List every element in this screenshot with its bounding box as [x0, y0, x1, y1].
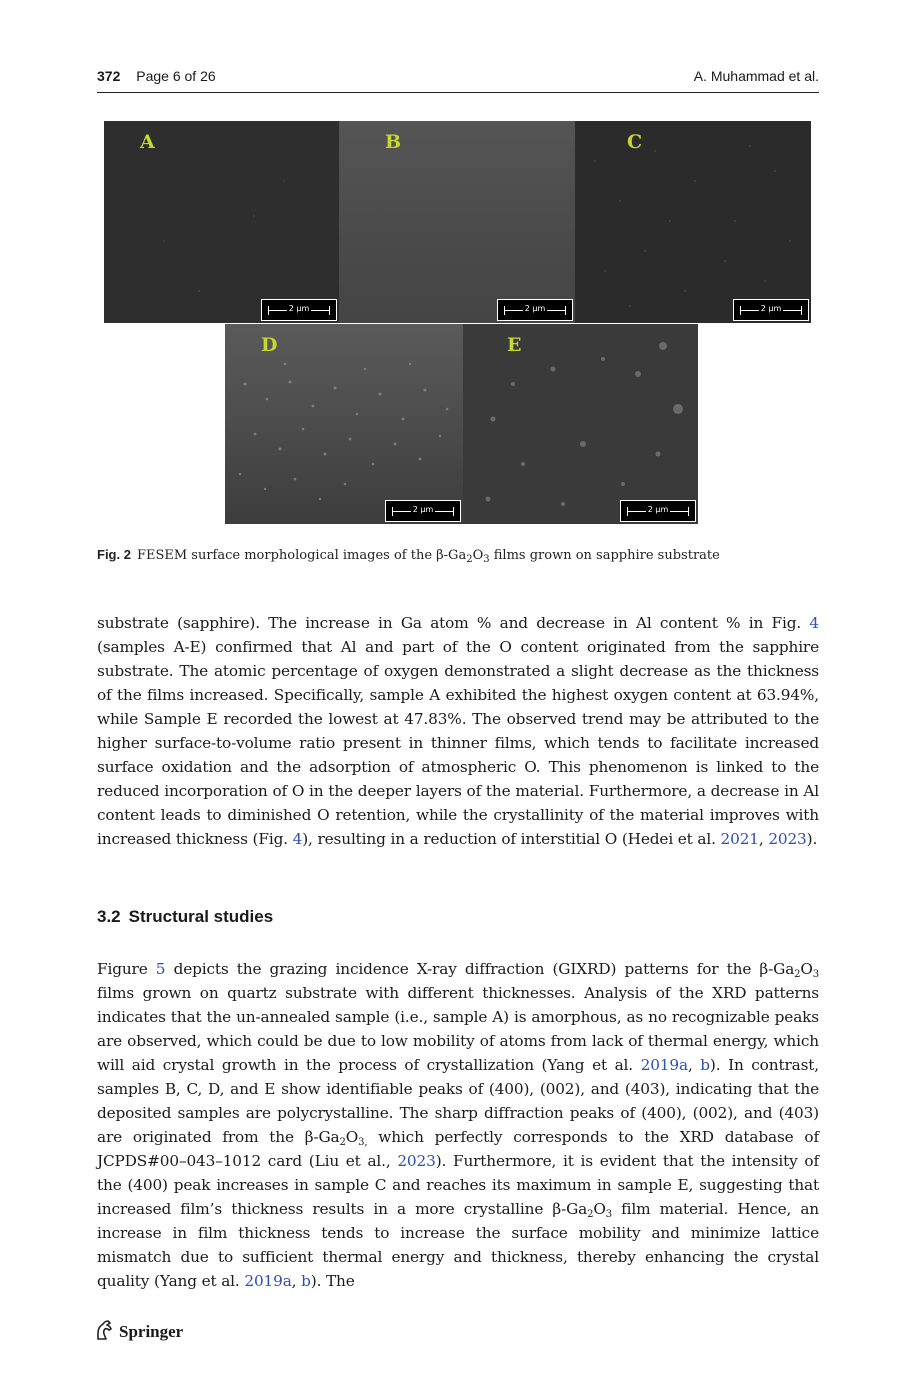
figure-label: Fig. 2: [97, 547, 131, 562]
sem-panel-c: [575, 121, 811, 323]
scale-bar: [385, 500, 461, 522]
body-paragraph-1: [97, 611, 819, 851]
text: ).: [806, 830, 818, 848]
text: depicts the grazing incidence X-ray diffraction (GIXRD) patterns for the β-Ga: [165, 960, 795, 978]
caption-subscript: 3: [483, 554, 490, 565]
subscript: 3,: [358, 1137, 368, 1148]
sem-panel-a: [104, 121, 339, 323]
section-heading: [97, 907, 273, 927]
publisher-name: Springer: [119, 1322, 184, 1341]
caption-text: O: [472, 548, 484, 563]
sem-panel-e: [463, 324, 698, 524]
citation-link[interactable]: 2021: [720, 830, 759, 848]
page-label: Page 6 of 26: [136, 68, 216, 84]
subscript: 3: [605, 1209, 613, 1220]
caption-subscript: 2: [466, 554, 473, 565]
scale-bar: [733, 299, 809, 321]
text: O: [800, 960, 813, 978]
scale-bar-text: 2 μm: [412, 505, 434, 514]
figure-caption: [97, 547, 819, 563]
caption-text: films grown on sapphire substrate: [489, 548, 720, 563]
panel-label: E: [507, 334, 522, 356]
text: ,: [687, 1056, 701, 1074]
text: O: [593, 1200, 606, 1218]
fig-link[interactable]: 5: [155, 960, 166, 978]
panel-c-texture: [575, 121, 811, 323]
scale-bar-text: 2 μm: [760, 304, 782, 313]
panel-e-texture: [463, 324, 698, 524]
text: O: [345, 1128, 359, 1146]
header-left: [97, 68, 216, 84]
panel-label: B: [385, 131, 402, 153]
text: ), resulting in a reduction of interstitial O (Hedei et al.: [302, 830, 721, 848]
text: Figure: [97, 960, 156, 978]
text: film material. Hence, an increase in film thickness tends to increase the surface mobility and minimize lattice mismatch due to sufficient thermal energy and thickness, thereby enhancing the crystal quality (Yang et al.: [97, 1200, 819, 1290]
fig-link[interactable]: 4: [809, 614, 819, 632]
header-authors: A. Muhammad et al.: [693, 68, 819, 84]
page-number: 372: [97, 68, 121, 84]
citation-link[interactable]: 2019a: [640, 1056, 688, 1074]
scale-bar-text: 2 μm: [288, 304, 310, 313]
text: (samples A-E) confirmed that Al and part of the O content originated from the sapphire substrate. The atomic percentage of oxygen demonstrated a slight decrease as the thickness of the films increased. Specifically, sample A exhibited the highest oxygen content at 63.94%, while Sample E recorded the lowest at 47.83%. The observed trend may be attributed to the higher surface-to-volume ratio present in thinner films, which tends to facilitate increased surface oxidation and the adsorption of atmospheric O. This phenomenon is linked to the reduced incorporation of O in the deeper layers of the material. Furthermore, a decrease in Al content leads to diminished O retention, while the crystallinity of the material improves with increased thickness (Fig.: [97, 638, 819, 848]
citation-link[interactable]: b: [700, 1056, 710, 1074]
citation-link[interactable]: 2023: [397, 1152, 436, 1170]
text: substrate (sapphire). The increase in Ga atom % and decrease in Al content % in Fig.: [97, 614, 810, 632]
citation-link[interactable]: 2019a: [244, 1272, 292, 1290]
text: ). The: [310, 1272, 355, 1290]
citation-link[interactable]: b: [301, 1272, 311, 1290]
scale-bar-text: 2 μm: [647, 505, 669, 514]
panel-label: A: [140, 131, 155, 153]
text: films grown on quartz substrate with different thicknesses. Analysis of the XRD patterns indicates that the un-annealed sample (i.e., sample A) is amorphous, as no recognizable peaks are observed, which could be due to low mobility of atoms from lack of thermal energy, which will aid crystal growth in the process of crystallization (Yang et al.: [97, 984, 819, 1074]
text: which perfectly corresponds to the XRD database of JCPDS#00–043–1012 card (Liu et al.,: [97, 1128, 820, 1170]
citation-link[interactable]: 2023: [768, 830, 807, 848]
text: ,: [291, 1272, 302, 1290]
scale-bar: [261, 299, 337, 321]
text: ). In contrast, samples B, C, D, and E show identifiable peaks of (400), (002), and (403), indicating that the deposited samples are polycrystalline. The sharp diffraction peaks of (400), (002), and (403) are originated from the β-Ga: [97, 1056, 819, 1146]
running-header: [97, 66, 819, 93]
scale-bar: [620, 500, 696, 522]
subscript: 2: [339, 1137, 346, 1148]
panel-label: C: [627, 131, 643, 153]
publisher-footer: [95, 1319, 183, 1342]
subscript: 2: [794, 969, 801, 980]
body-paragraph-2: [97, 957, 819, 1293]
springer-horse-icon: [95, 1319, 115, 1341]
fig-link[interactable]: 4: [292, 830, 303, 848]
section-number: 3.2: [97, 907, 121, 926]
text: ,: [758, 830, 769, 848]
subscript: 3: [812, 969, 820, 980]
section-title: Structural studies: [128, 907, 274, 926]
subscript: 2: [587, 1209, 594, 1220]
scale-bar-text: 2 μm: [524, 304, 546, 313]
scale-bar: [497, 299, 573, 321]
text: ). Furthermore, it is evident that the intensity of the (400) peak increases in sample C and reaches its maximum in sample E, suggesting that increased film’s thickness results in a more crystalline β-Ga: [97, 1152, 819, 1218]
sem-panel-b: [339, 121, 575, 323]
sem-panel-d: [225, 324, 463, 524]
caption-text: FESEM surface morphological images of the β-Ga: [136, 548, 467, 563]
panel-label: D: [261, 334, 278, 356]
